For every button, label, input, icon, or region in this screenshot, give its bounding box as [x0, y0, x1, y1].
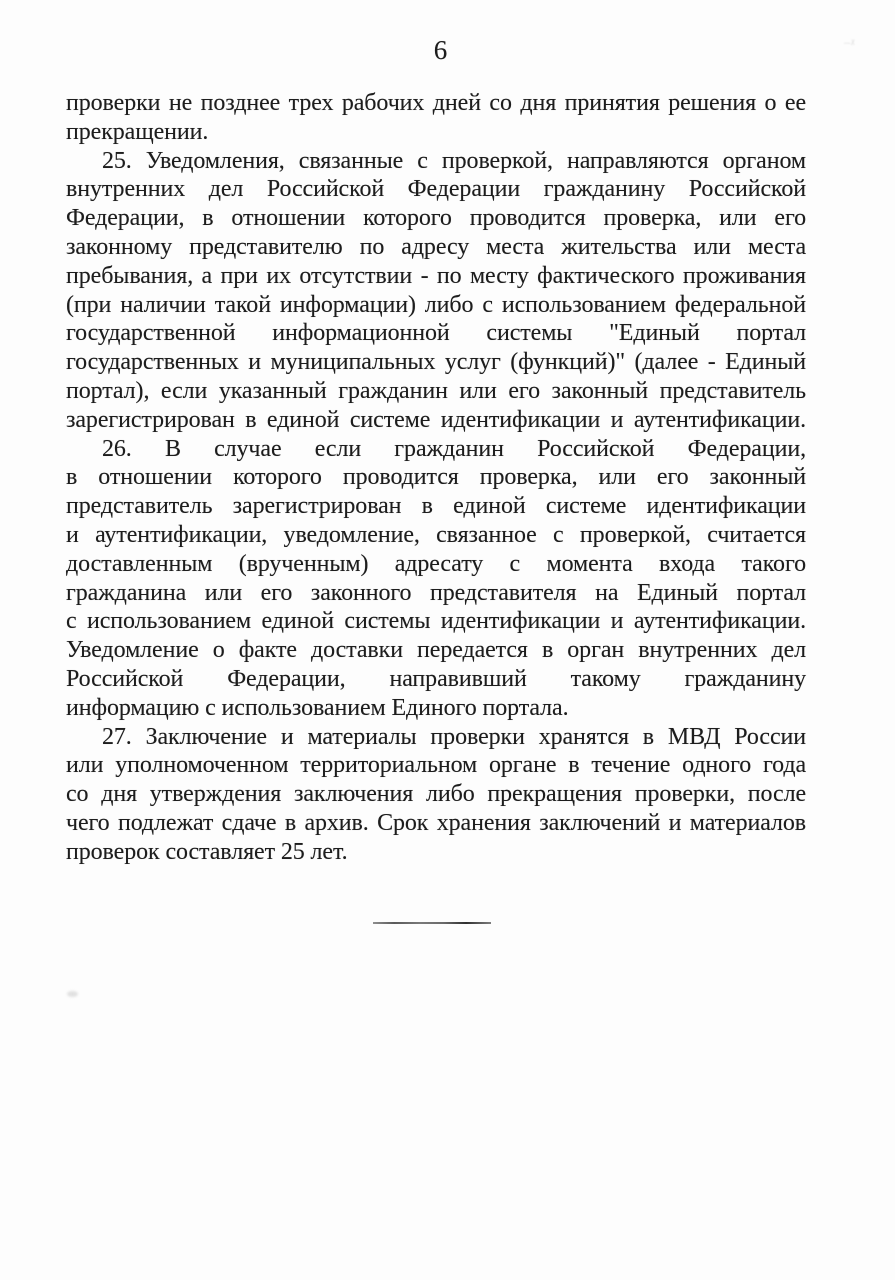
text-line: проверок составляет 25 лет.	[66, 838, 348, 865]
scan-artifact-left-dot	[67, 991, 78, 997]
text-line: представитель зарегистрирован в единой системе идентификации	[66, 493, 806, 520]
text-line: зарегистрирован в единой системе идентификации и аутентификации.	[66, 406, 806, 433]
text-line: внутренних дел Российской Федерации гражданину Российской	[66, 176, 806, 203]
text-line: чего подлежат сдаче в архив. Срок хранения заключений и материалов	[66, 809, 806, 836]
text-line: пребывания, а при их отсутствии - по месту фактического проживания	[66, 262, 806, 289]
page-number: 6	[433, 35, 448, 65]
text-line: законному представителю по адресу места жительства или места	[66, 233, 806, 260]
text-line: и аутентификации, уведомление, связанное с проверкой, считается	[66, 521, 806, 548]
text-line: проверки не позднее трех рабочих дней со дня принятия решения о ее	[66, 90, 806, 116]
text-line: с использованием единой системы идентификации и аутентификации.	[66, 608, 806, 635]
paragraph	[66, 147, 806, 435]
text-line: (при наличии такой информации) либо с использованием федеральной	[66, 291, 806, 318]
text-line: Федерации, в отношении которого проводится проверка, или его	[66, 205, 806, 232]
paragraph	[66, 723, 806, 867]
text-line: 27. Заключение и материалы проверки хранятся в МВД России	[102, 723, 806, 750]
text-line: 26. В случае если гражданин Российской Федерации,	[102, 435, 806, 462]
text-line: прекращении.	[66, 118, 209, 145]
section-divider	[373, 922, 491, 924]
text-line: в отношении которого проводится проверка, или его законный	[66, 464, 806, 491]
text-line: доставленным (врученным) адресату с момента входа такого	[66, 550, 806, 577]
text-line: информацию с использованием Единого портала.	[66, 694, 569, 721]
text-line: государственных и муниципальных услуг (функций)" (далее - Единый	[66, 349, 806, 376]
text-line: государственной информационной системы "Единый портал	[66, 320, 806, 347]
document-body	[66, 89, 806, 867]
scan-artifact-top-right: ᳔ᵡ	[851, 35, 855, 50]
text-line: Российской Федерации, направивший такому гражданину	[66, 665, 806, 692]
text-line: 25. Уведомления, связанные с проверкой, направляются органом	[102, 147, 806, 174]
text-line: или уполномоченном территориальном органе в течение одного года	[66, 752, 806, 779]
text-line: со дня утверждения заключения либо прекращения проверки, после	[66, 781, 806, 808]
paragraph	[66, 89, 806, 147]
text-line: портал), если указанный гражданин или его законный представитель	[66, 377, 806, 404]
paragraph	[66, 435, 806, 723]
text-line: гражданина или его законного представителя на Единый портал	[66, 579, 806, 606]
text-line: Уведомление о факте доставки передается в орган внутренних дел	[66, 637, 806, 664]
